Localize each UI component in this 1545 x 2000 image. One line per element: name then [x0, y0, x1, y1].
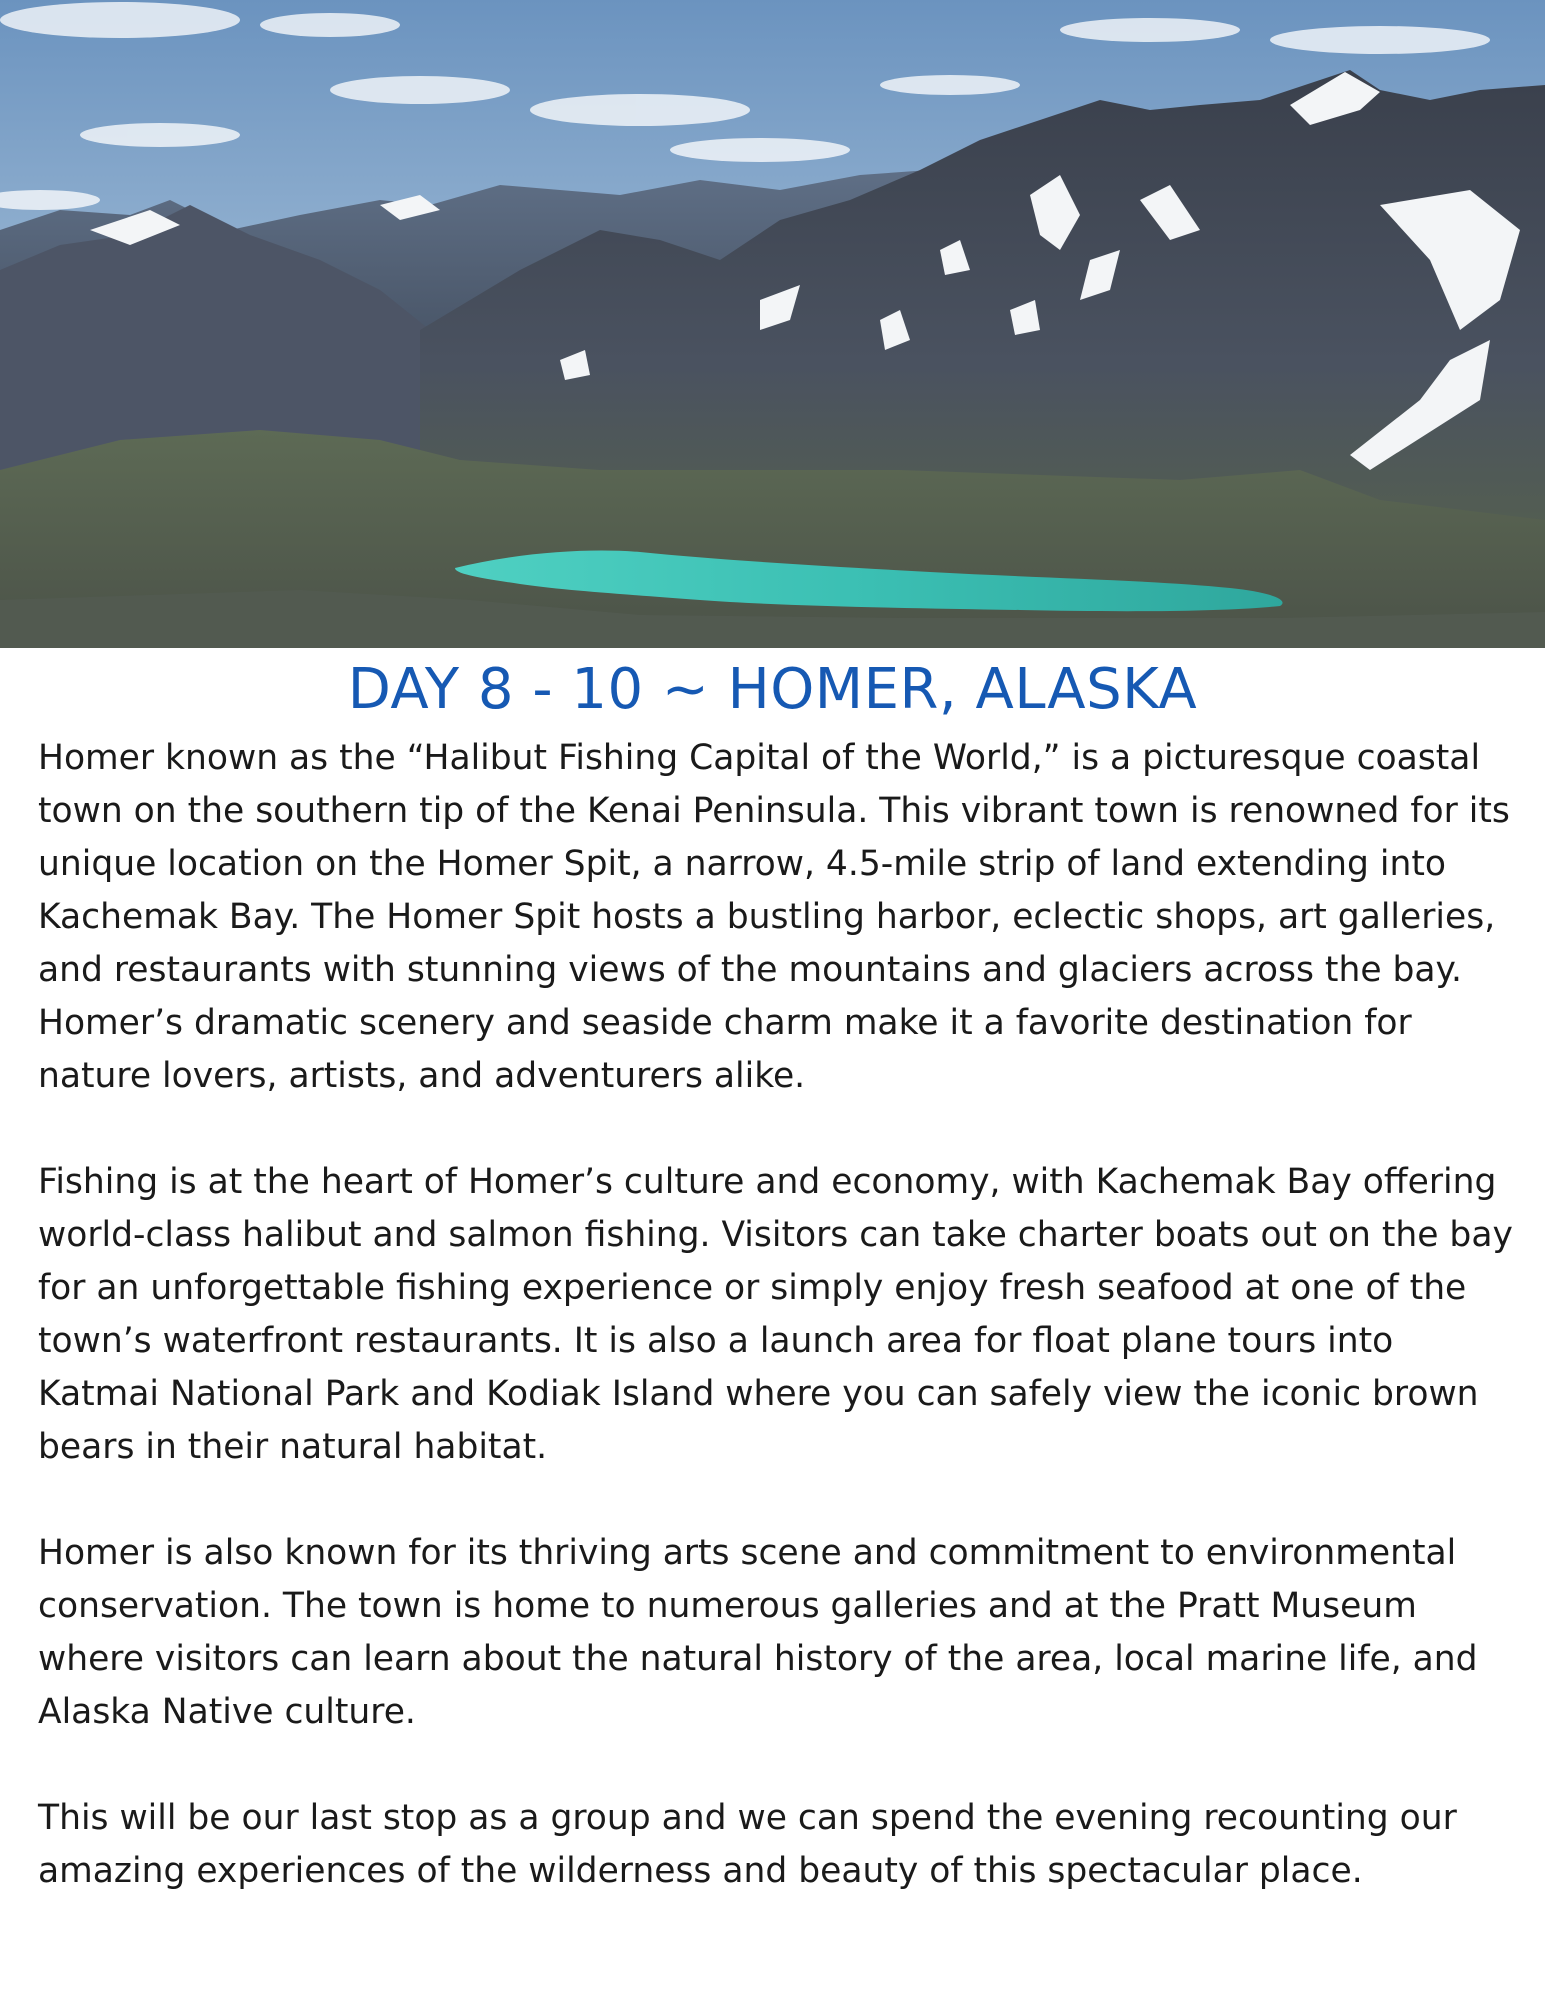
article-body — [38, 732, 1518, 1951]
paragraph-fishing: Fishing is at the heart of Homer’s culture and economy, with Kachemak Bay offering world-class halibut and salmon fishing. Visitors can take charter boats out on the bay for an unforgettable fishing experience or simply enjoy fresh seafood at one of the town’s waterfront restaurants. It is also a launch area for float plane tours into Katmai National Park and Kodiak Island where you can safely view the iconic brown bears in their natural habitat. — [38, 1162, 1513, 1467]
paragraph-intro: Homer known as the “Halibut Fishing Capital of the World,” is a picturesque coastal town on the southern tip of the Kenai Peninsula. This vibrant town is renowned for its unique location on the Homer Spit, a narrow, 4.5-mile strip of land extending into Kachemak Bay. The Homer Spit hosts a bustling harbor, eclectic shops, art galleries, and restaurants with stunning views of the mountains and glaciers across the bay. Homer’s dramatic scenery and seaside charm make it a favorite destination for nature lovers, artists, and adventurers alike. — [38, 738, 1510, 1096]
paragraph-last-stop: This will be our last stop as a group and we can spend the evening recounting our amazing experiences of the wilderness and beauty of this spectacular place. — [38, 1798, 1457, 1891]
hero-photo — [0, 0, 1545, 648]
mountain-lake-illustration — [0, 0, 1545, 648]
paragraph-arts: Homer is also known for its thriving arts scene and commitment to environmental conservation. The town is home to numerous galleries and at the Pratt Museum where visitors can learn about the natural history of the area, local marine life, and Alaska Native culture. — [38, 1533, 1478, 1732]
page-title: DAY 8 - 10 ~ HOMER, ALASKA — [347, 657, 1198, 722]
